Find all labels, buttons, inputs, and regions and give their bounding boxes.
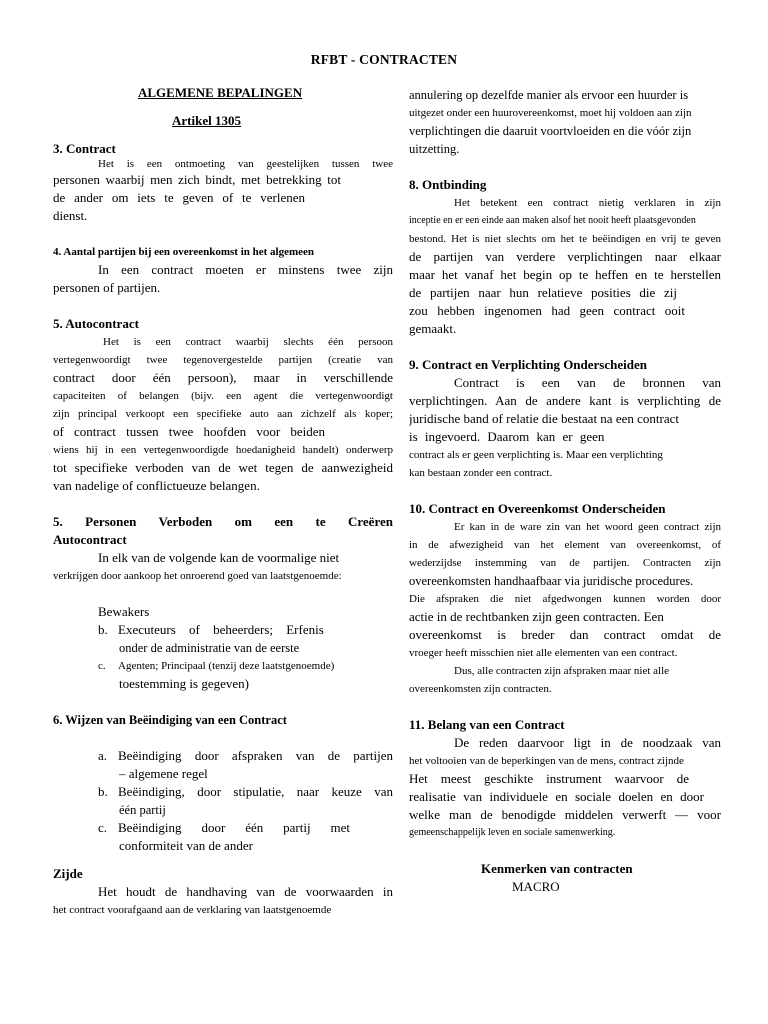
features-subheading: MACRO [512,879,560,894]
document-title: RFBT - CONTRACTEN [310,52,458,67]
list-text: Executeurs of beheerders; Erfenis [118,622,324,637]
list-text: Beëindiging, door stipulatie, naar keuze van [118,784,393,799]
termination-item-cont: één partij [119,803,166,817]
dissolution-line: bestond. Het is niet slechts om het te beëindigen en vrij te geven [409,233,721,245]
article-title: Artikel 1305 [172,113,241,128]
autocontract-line: zijn principal verkoopt een specifieke auto aan zichzelf als koper; [53,408,393,420]
termination-heading: 6. Wijzen van Beëindiging van een Contract [53,713,287,727]
parties-heading: 4. Aantal partijen bij een overeenkomst in het algemeen [53,246,315,258]
parties-line: personen of partijen. [53,280,161,295]
importance-line: gemeenschappelijk leven en sociale samenwerking. [409,827,616,838]
obligation-heading: 9. Contract en Verplichting Onderscheiden [409,357,647,372]
list-text: Agenten; Principaal (tenzij deze laatstgenoemde) [118,660,335,672]
importance-line: welke man de benodigde middelen verwerft — voor [409,807,721,822]
agreement-line: Er kan in de ware zin van het woord geen contract zijn [454,521,721,533]
section-title: ALGEMENE BEPALINGEN [138,85,303,100]
dissolution-line: inceptie en er een einde aan maken alsof het nooit heeft plaatsgevonden [409,215,696,226]
intro-line: uitgezet onder een huurovereenkomst, moet hij voldoen aan zijn [409,107,692,119]
agreement-line: actie in de rechtbanken zijn geen contracten. Een [409,609,664,624]
contract-line: de ander om iets te geven of te verlenen [53,190,305,205]
obligation-line: Contract is een van de bronnen van [454,375,721,390]
termination-item [53,747,393,765]
zijde-heading: Zijde [53,866,83,881]
list-marker: a. [98,748,108,763]
importance-line: realisatie van individuele en sociale doelen en door [409,789,704,804]
autocontract-line: Het is een contract waarbij slechts één persoon [103,336,393,348]
zijde-line: Het houdt de handhaving van de voorwaarden in [98,884,393,899]
importance-line: Het meest geschikte instrument waarvoor de [409,771,689,786]
forbidden-item [53,621,393,639]
dissolution-line: zou hebben ingenomen had geen contract ooit [409,303,685,318]
importance-heading: 11. Belang van een Contract [409,717,565,732]
forbidden-line: In elk van de volgende kan de voormalige niet [98,550,340,565]
dissolution-heading: 8. Ontbinding [409,177,487,192]
forbidden-item: Bewakers [98,604,150,619]
contract-line: dienst. [53,208,88,223]
importance-line: De reden daarvoor ligt in de noodzaak van [454,735,721,750]
forbidden-line: verkrijgen door aankoop het onroerend goed van laatstgenoemde: [53,570,342,582]
list-text: Beëindiging door afspraken van de partijen [118,748,393,763]
dissolution-line: de partijen van verdere verplichtingen naar elkaar [409,249,721,264]
obligation-line: verplichtingen. Aan de andere kant is verplichting de [409,393,721,408]
agreement-line: in de afwezigheid van het element van overeenkomst, of [409,539,721,551]
agreement-heading: 10. Contract en Overeenkomst Onderscheiden [409,501,666,516]
autocontract-heading: 5. Autocontract [53,316,139,331]
termination-item [53,819,393,837]
contract-line: personen waarbij men zich bindt, met betrekking tot [53,172,341,187]
agreement-line: Dus, alle contracten zijn afspraken maar niet alle [454,665,670,677]
list-marker: b. [98,622,108,637]
features-heading: Kenmerken van contracten [481,861,633,876]
left-column [53,84,393,919]
termination-item-cont: – algemene regel [119,766,208,781]
forbidden-item: toestemming is gegeven) [119,676,249,691]
agreement-line: wederzijdse instemming van de partijen. Contracten zijn [409,557,721,569]
importance-line: het voltooien van de beperkingen van de mens, contract zijnde [409,755,684,767]
zijde-line: het contract voorafgaand aan de verklaring van laatstgenoemde [53,904,332,916]
autocontract-line: contract door één persoon), maar in verschillende [53,370,393,385]
termination-item-cont: conformiteit van de ander [119,838,253,853]
list-marker: c. [98,820,108,835]
agreement-line: overeenkomst is breder dan contract omdat de [409,627,721,642]
intro-line: uitzetting. [409,142,460,156]
parties-line: In een contract moeten er minstens twee zijn [98,262,393,277]
intro-line: verplichtingen die daaruit voortvloeiden en die vóór zijn [409,124,692,138]
termination-item [53,783,393,801]
list-marker: b. [98,784,108,799]
agreement-line: overeenkomsten handhaafbaar via juridische procedures. [409,574,694,588]
autocontract-line: van nadelige of conflictueuze belangen. [53,478,260,493]
dissolution-line: maar het vanaf het begin op te heffen en te herstellen [409,267,721,282]
obligation-line: is ingevoerd. Daarom kan er geen [409,429,605,444]
autocontract-line: tot specifieke verboden van de wet tegen de aanwezigheid [53,460,393,475]
contract-line: Het is een ontmoeting van geestelijken tussen twee [98,158,393,170]
forbidden-heading-cont: Autocontract [53,532,127,547]
obligation-line: contract als er geen verplichting is. Maar een verplichting [409,449,663,461]
list-marker: c. [98,660,106,672]
dissolution-line: de partijen naar hun relatieve posities die zij [409,285,677,300]
obligation-line: kan bestaan zonder een contract. [409,467,553,479]
forbidden-item: onder de administratie van de eerste [119,641,300,655]
agreement-line: overeenkomsten zijn contracten. [409,683,552,695]
autocontract-line: wiens hij in een vertegenwoordigde hoedanigheid handelt) onderwerp [53,444,393,456]
autocontract-line: capaciteiten of belangen (bijv. een agent die vertegenwoordigt [53,390,393,402]
forbidden-heading: 5. Personen Verboden om een te Creëren [53,514,393,529]
dissolution-line: Het betekent een contract nietig verklaren in zijn [454,197,721,209]
list-text: Beëindiging door één partij met [118,820,350,835]
forbidden-item [53,657,393,675]
intro-line: annulering op dezelfde manier als ervoor een huurder is [409,88,689,102]
dissolution-line: gemaakt. [409,321,457,336]
agreement-line: vroeger heeft misschien niet alle elementen van een contract. [409,647,678,659]
agreement-line: Die afspraken die niet afgedwongen kunnen worden door [409,593,721,605]
obligation-line: juridische band of relatie die bestaat na een contract [409,411,679,426]
autocontract-line: of contract tussen twee hoofden voor beiden [53,424,325,439]
right-column [409,86,721,896]
autocontract-line: vertegenwoordigt twee tegenovergestelde partijen (creatie van [53,354,393,366]
contract-heading: 3. Contract [53,141,116,156]
